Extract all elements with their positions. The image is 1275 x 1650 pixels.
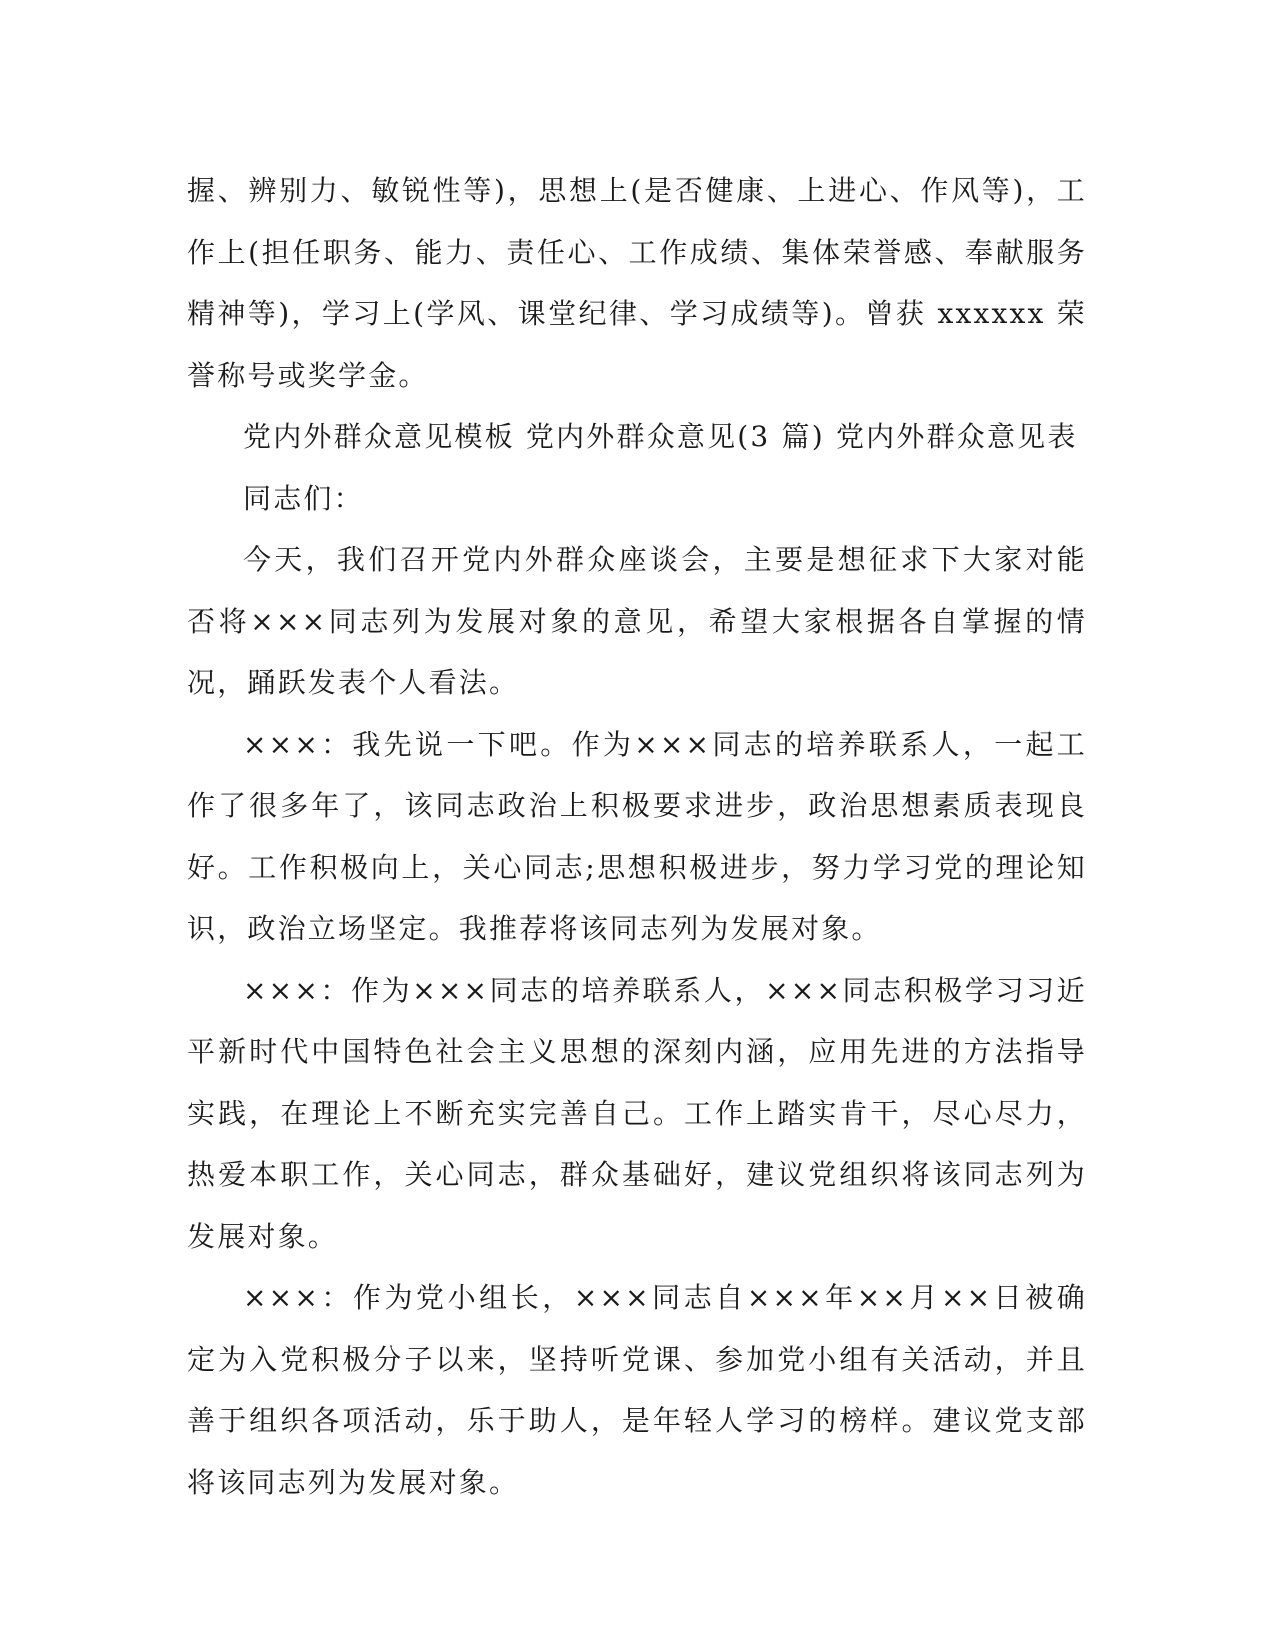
paragraph-intro: 今天，我们召开党内外群众座谈会，主要是想征求下大家对能否将×××同志列为发展对象的意见，希望大家根据各自掌握的情况，踊跃发表个人看法。	[187, 543, 1087, 699]
paragraph-continuation: 握、辨别力、敏锐性等)，思想上(是否健康、上进心、作风等)，工作上(担任职务、能力、责任心、工作成绩、集体荣誉感、奉献服务精神等)，学习上(学风、课堂纪律、学习成绩等)。曾获 xxxxxx 荣誉称号或奖学金。	[187, 174, 1087, 392]
paragraph-title-line: 党内外群众意见模板 党内外群众意见(3 篇) 党内外群众意见表	[243, 420, 1078, 453]
document-body	[187, 160, 1087, 1513]
paragraph-salutation: 同志们：	[243, 481, 364, 515]
paragraph-speaker-1: ×××：我先说一下吧。作为×××同志的培养联系人，一起工作了很多年了，该同志政治上积极要求进步，政治思想素质表现良好。工作积极向上，关心同志;思想积极进步，努力学习党的理论知识，政治立场坚定。我推荐将该同志列为发展对象。	[187, 727, 1087, 945]
paragraph-speaker-3: ×××：作为党小组长，×××同志自×××年××月××日被确定为入党积极分子以来，坚持听党课、参加党小组有关活动，并且善于组织各项活动，乐于助人，是年轻人学习的榜样。建议党支部将该同志列为发展对象。	[187, 1281, 1087, 1499]
paragraph-speaker-2: ×××：作为×××同志的培养联系人，×××同志积极学习习近平新时代中国特色社会主义思想的深刻内涵，应用先进的方法指导实践，在理论上不断充实完善自己。工作上踏实肯干，尽心尽力，热爱本职工作，关心同志，群众基础好，建议党组织将该同志列为发展对象。	[187, 973, 1087, 1253]
